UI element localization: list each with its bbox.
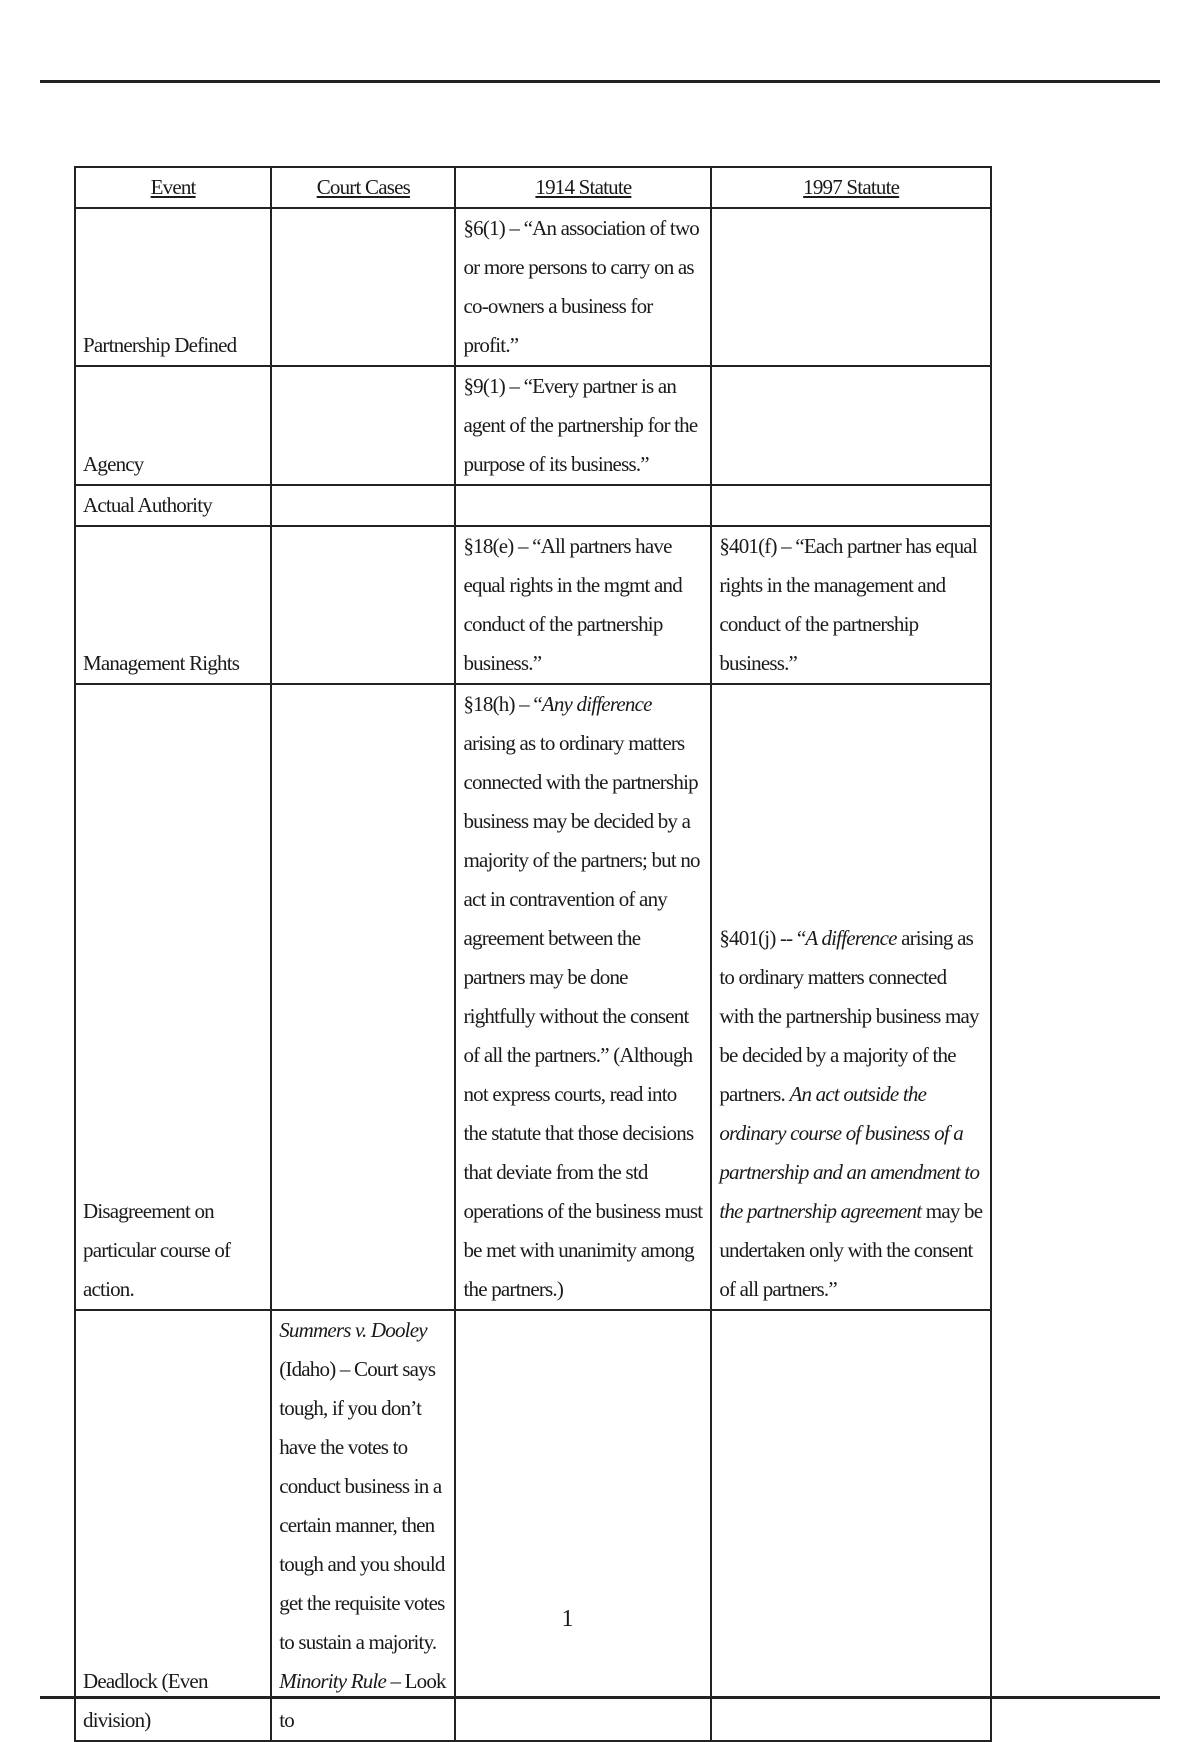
event-cell: Partnership Defined xyxy=(75,208,271,366)
statute-1997-cell xyxy=(711,366,991,485)
table-row xyxy=(75,485,991,526)
statute-text: arising as to ordinary matters connected with the partnership business may be decided by a majority of the partners. xyxy=(719,926,979,1106)
court-cases-cell xyxy=(271,366,455,485)
header-event: Event xyxy=(75,167,271,208)
event-cell: Management Rights xyxy=(75,526,271,684)
statute-emphasis: A difference xyxy=(805,926,897,950)
statute-1997-cell xyxy=(711,684,991,1310)
table-row xyxy=(75,208,991,366)
statute-1914-cell: §9(1) – “Every partner is an agent of the partnership for the purpose of its business.” xyxy=(455,366,711,485)
statute-text: §18(h) – “ xyxy=(463,692,542,716)
table-row xyxy=(75,1310,991,1741)
case-rule-name: Minority Rule xyxy=(279,1669,387,1693)
event-cell: Deadlock (Even division) xyxy=(75,1310,271,1741)
statute-1914-cell xyxy=(455,684,711,1310)
header-court-cases: Court Cases xyxy=(271,167,455,208)
header-1997-statute: 1997 Statute xyxy=(711,167,991,208)
case-text: – Look to xyxy=(279,1669,446,1732)
header-1914-statute: 1914 Statute xyxy=(455,167,711,208)
statute-emphasis: Any difference xyxy=(541,692,652,716)
court-cases-cell xyxy=(271,1310,455,1741)
statute-1997-cell xyxy=(711,485,991,526)
statute-text: arising as to ordinary matters connected with the partnership business may be decided by a majority of the partners; but no act in contravention of any agreement between the partners may be done rightfully without the consent of all the partners.” (Although not express courts, read into the statute that those decisions that deviate from the std operations of the business must be met with unanimity among the partners.) xyxy=(463,731,703,1301)
section-heading-cell: Actual Authority xyxy=(75,485,271,526)
table-header-row xyxy=(75,167,991,208)
statute-1914-cell xyxy=(455,485,711,526)
table-row xyxy=(75,526,991,684)
statute-emphasis: An act outside the ordinary course of business of a partnership and an amendment to the partnership agreement xyxy=(719,1082,980,1223)
case-text: (Idaho) – Court says tough, if you don’t have the votes to conduct business in a certain manner, then tough and you should get the requisite votes to sustain a majority. xyxy=(279,1357,445,1654)
bottom-rule xyxy=(40,1696,1160,1699)
court-cases-cell xyxy=(271,208,455,366)
event-cell: Disagreement on particular course of action. xyxy=(75,684,271,1310)
table-row xyxy=(75,366,991,485)
table-row xyxy=(75,684,991,1310)
statute-1914-cell: §18(e) – “All partners have equal rights in the mgmt and conduct of the partnership business.” xyxy=(455,526,711,684)
top-rule xyxy=(40,80,1160,83)
court-cases-cell xyxy=(271,485,455,526)
page-number: 1 xyxy=(561,1606,574,1632)
court-cases-cell xyxy=(271,684,455,1310)
statute-text: §401(j) -- “ xyxy=(719,926,806,950)
court-cases-cell xyxy=(271,526,455,684)
statute-1997-cell: §401(f) – “Each partner has equal rights in the management and conduct of the partnership business.” xyxy=(711,526,991,684)
statute-1914-cell: §6(1) – “An association of two or more persons to carry on as co-owners a business for profit.” xyxy=(455,208,711,366)
statute-text: may be undertaken only with the consent of all partners.” xyxy=(719,1199,983,1301)
statute-1914-cell xyxy=(455,1310,711,1741)
partnership-rules-table xyxy=(74,166,992,1742)
statute-1997-cell xyxy=(711,208,991,366)
statute-1997-cell xyxy=(711,1310,991,1741)
event-cell: Agency xyxy=(75,366,271,485)
case-name: Summers v. Dooley xyxy=(279,1318,427,1342)
